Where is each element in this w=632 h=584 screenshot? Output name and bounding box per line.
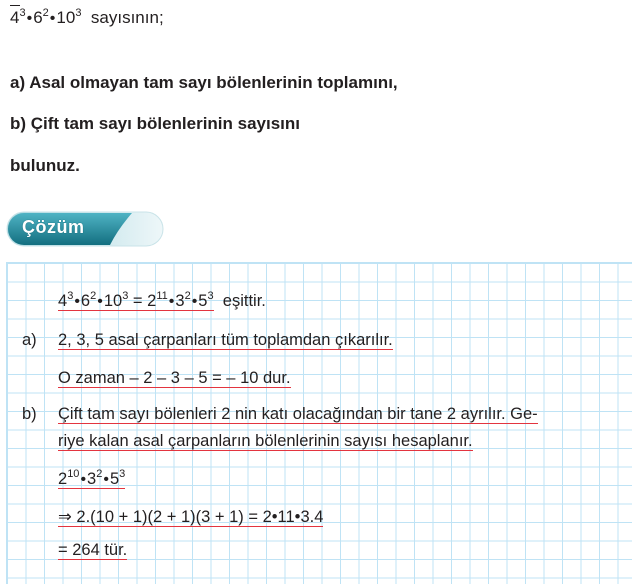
solution-a-line1: 2, 3, 5 asal çarpanları tüm toplamdan çıkarılır.	[58, 331, 393, 349]
question-part-b: b) Çift tam sayı bölenlerinin sayısını	[10, 114, 301, 133]
solution-a-marker: a)	[22, 331, 37, 349]
solution-b-line5: = 264 tür.	[58, 541, 128, 559]
expr-term-1: $4^3$	[10, 7, 26, 27]
solution-b-line1: Çift tam sayı bölenleri 2 nin katı olacağından bir tane 2 ayrılır. Ge-	[58, 405, 538, 423]
solution-identity: $4^3•6^2•10^3$ = $2^{11}•3^2•5^3$ eşittir.	[58, 290, 266, 310]
expr-suffix: sayısının;	[90, 8, 164, 27]
expr-term-2: $6^2$	[33, 7, 49, 27]
solution-b-factorization: $2^{10}•3^2•5^3$	[58, 468, 126, 488]
expr-term-3: $10^3$	[56, 7, 82, 27]
identity-underlined: $4^3•6^2•10^3$ = $2^{11}•3^2•5^3$	[58, 290, 214, 310]
solution-b-line4: ⇒ 2.(10 + 1)(2 + 1)(3 + 1) = 2•11•3.4	[58, 508, 324, 526]
question-expression: $4^3•6^2•10^3$ sayısının;	[10, 7, 164, 27]
solution-b-line2: riye kalan asal çarpanların bölenlerinin sayısı hesaplanır.	[58, 432, 473, 450]
solution-a-line2: O zaman – 2 – 3 – 5 = – 10 dur.	[58, 369, 291, 387]
question-closing: bulunuz.	[10, 156, 80, 175]
solution-badge	[6, 211, 164, 247]
solution-badge-label: Çözüm	[22, 217, 85, 237]
question-part-a: a) Asal olmayan tam sayı bölenlerinin toplamını,	[10, 73, 398, 92]
solution-b-marker: b)	[22, 405, 37, 423]
